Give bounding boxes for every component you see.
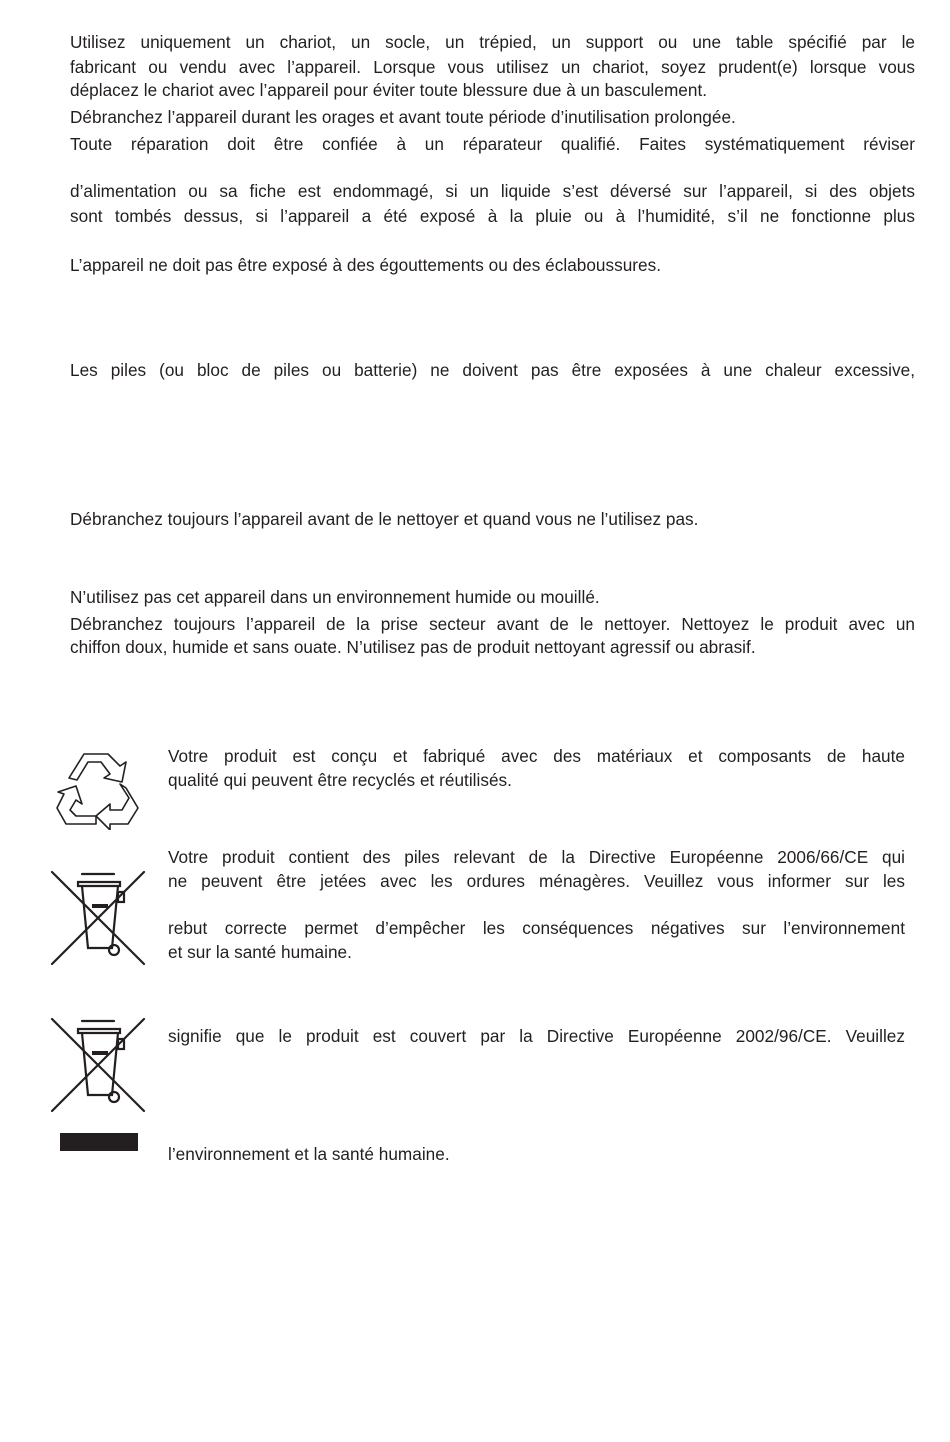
safety-line: Débranchez toujours l’appareil avant de le nettoyer et quand vous ne l’utilisez pas.: [70, 509, 699, 529]
battery-text-line: et sur la santé humaine.: [168, 942, 352, 962]
safety-line: N’utilisez pas cet appareil dans un environnement humide ou mouillé.: [70, 587, 600, 607]
crossed-bin-icon: [50, 1015, 146, 1115]
safety-line: Utilisez uniquement un chariot, un socle, un trépied, un support ou une table spécifié par le: [70, 32, 915, 52]
safety-line: Les piles (ou bloc de piles ou batterie) ne doivent pas être exposées à une chaleur excessive,: [70, 360, 915, 380]
safety-line: chiffon doux, humide et sans ouate. N’utilisez pas de produit nettoyant agressif ou abrasif.: [70, 637, 756, 657]
safety-line: L’appareil ne doit pas être exposé à des égouttements ou des éclaboussures.: [70, 255, 662, 275]
battery-text-line: Votre produit contient des piles relevant de la Directive Européenne 2006/66/CE qui: [168, 847, 905, 867]
weee-text-line: l’environnement et la santé humaine.: [168, 1144, 450, 1164]
safety-line: Toute réparation doit être confiée à un réparateur qualifié. Faites systématiquement réviser: [70, 134, 915, 154]
safety-line: fabricant ou vendu avec l’appareil. Lorsque vous utilisez un chariot, soyez prudent(e) lorsque vous: [70, 57, 915, 77]
safety-line: d’alimentation ou sa fiche est endommagé, si un liquide s’est déversé sur l’appareil, si des objets: [70, 181, 915, 201]
recycle-text-line: Votre produit est conçu et fabriqué avec des matériaux et composants de haute: [168, 746, 905, 766]
crossed-bin-icon: [50, 868, 146, 968]
safety-line: Débranchez toujours l’appareil de la prise secteur avant de le nettoyer. Nettoyez le produit avec un: [70, 614, 915, 634]
black-bar-mark: [60, 1133, 138, 1151]
safety-line: Débranchez l’appareil durant les orages et avant toute période d’inutilisation prolongée.: [70, 107, 736, 127]
safety-line: déplacez le chariot avec l’appareil pour éviter toute blessure due à un basculement.: [70, 80, 708, 100]
weee-text-line: signifie que le produit est couvert par la Directive Européenne 2002/96/CE. Veuillez: [168, 1026, 905, 1046]
battery-text-line: ne peuvent être jetées avec les ordures ménagères. Veuillez vous informer sur les: [168, 871, 905, 891]
safety-line: sont tombés dessus, si l’appareil a été exposé à la pluie ou à l’humidité, s’il ne fonctionne plus: [70, 206, 915, 226]
recycle-icon: [52, 748, 142, 830]
battery-text-line: rebut correcte permet d’empêcher les conséquences négatives sur l’environnement: [168, 918, 905, 938]
recycle-text-line: qualité qui peuvent être recyclés et réutilisés.: [168, 770, 512, 790]
